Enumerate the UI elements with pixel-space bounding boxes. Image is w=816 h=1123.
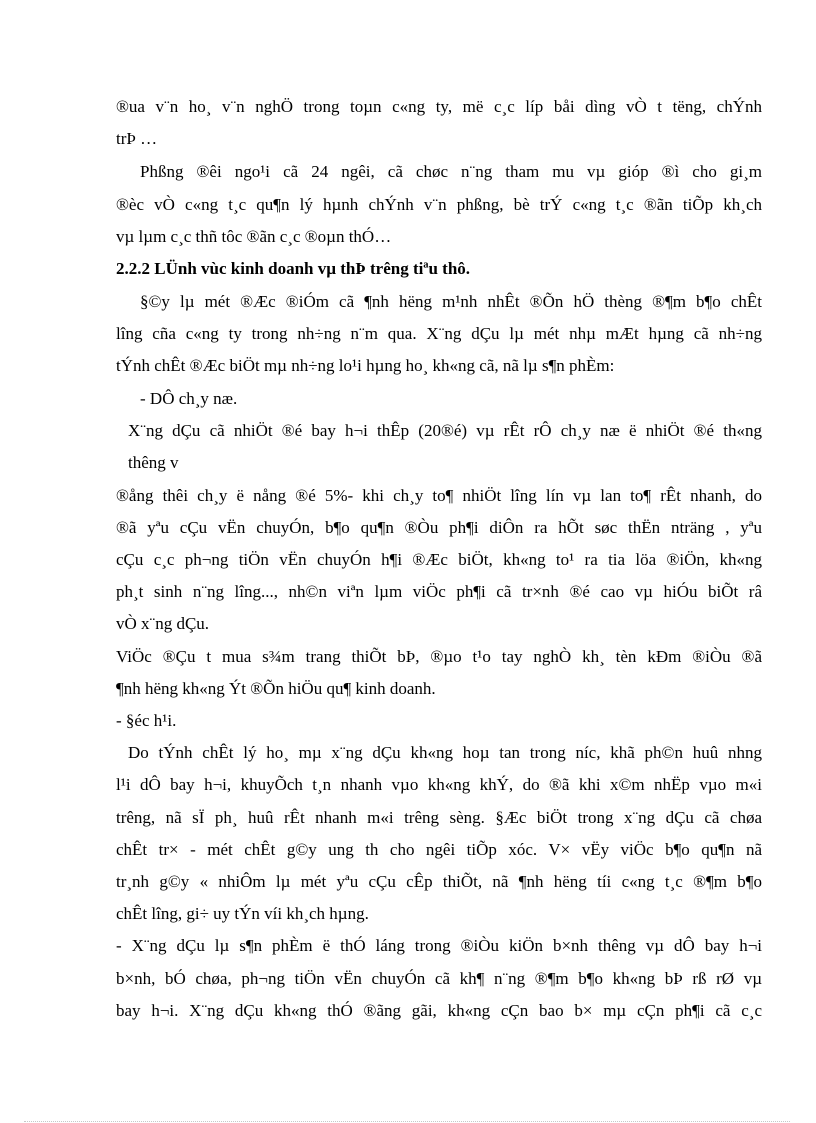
paragraph-line: ®èc vÒ c«ng t¸c qu¶n lý hµnh chÝnh v¨n phßng, bè trÝ c«ng t¸c ®ãn tiÕp kh¸ch xyxy=(116,195,762,214)
paragraph-line: trÞ … xyxy=(116,129,158,148)
paragraph-line: ®ång thêi ch¸y ë nång ®é 5%- khi ch¸y to¶ nhiÖt lîng lín vµ lan to¶ rÊt nhanh, do xyxy=(116,486,762,505)
paragraph-line: §©y lµ mét ®Æc ®iÓm cã ¶nh hëng m¹nh nhÊt ®Õn hÖ thèng ®¶m b¶o chÊt xyxy=(140,292,762,311)
paragraph-line: l¹i dÔ bay h¬i, khuyÕch t¸n nhanh vµo kh«ng khÝ, do ®ã khi x©m nhËp vµo m«i xyxy=(116,775,762,794)
page-bottom-rule xyxy=(24,1121,790,1122)
paragraph-line: tÝnh chÊt ®Æc biÖt mµ nh÷ng lo¹i hµng ho¸ kh«ng cã, nã lµ s¶n phÈm: xyxy=(116,356,615,375)
paragraph-line: trêng, nã sÏ ph¸ huû rÊt nhanh m«i trêng sèng. §Æc biÖt trong x¨ng dÇu cã chøa xyxy=(116,808,762,827)
list-item: - §éc h¹i. xyxy=(116,711,177,730)
paragraph-line: vÒ x¨ng dÇu. xyxy=(116,614,210,633)
paragraph-line: Phßng ®êi ngo¹i cã 24 ngêi, cã chøc n¨ng tham mu vµ gióp ®ì cho gi¸m xyxy=(140,162,762,181)
paragraph-line: X¨ng dÇu cã nhiÖt ®é bay h¬i thÊp (20®é) vµ rÊt rÔ ch¸y næ ë nhiÖt ®é th«ng xyxy=(128,421,762,440)
paragraph-line: chÊt lîng, gi÷ uy tÝn víi kh¸ch hµng. xyxy=(116,904,369,923)
paragraph-line: ®ã yªu cÇu vËn chuyÓn, b¶o qu¶n ®Òu ph¶i diÔn ra hÕt søc thËn nträng , yªu xyxy=(116,518,762,537)
paragraph-line: bay h¬i. X¨ng dÇu kh«ng thÓ ®ãng gãi, kh«ng cÇn bao b× mµ cÇn ph¶i cã c¸c xyxy=(116,1001,762,1020)
paragraph-line: cÇu c¸c ph¬ng tiÖn vËn chuyÓn h¶i ®Æc biÖt, kh«ng to¹ ra tia löa ®iÖn, kh«ng xyxy=(116,550,762,569)
paragraph-line: chÊt tr× - mét chÊt g©y ung th cho ngêi tiÕp xóc. V× vËy viÖc b¶o qu¶n nã xyxy=(116,840,762,859)
paragraph-line: ViÖc ®Çu t mua s¾m trang thiÕt bÞ, ®µo t¹o tay nghÒ kh¸ tèn kÐm ®iÒu ®ã xyxy=(116,647,762,666)
paragraph-line: - X¨ng dÇu lµ s¶n phÈm ë thÓ láng trong ®iÒu kiÖn b×nh thêng vµ dÔ bay h¬i xyxy=(116,936,762,955)
paragraph-line: Do tÝnh chÊt lý ho¸ mµ x¨ng dÇu kh«ng hoµ tan trong níc, khã ph©n huû nhng xyxy=(128,743,762,762)
paragraph-line: ¶nh hëng kh«ng Ýt ®Õn hiÖu qu¶ kinh doanh. xyxy=(116,679,436,698)
paragraph-line: ®ua v¨n ho¸ v¨n nghÖ trong toµn c«ng ty, më c¸c líp båi dìng vÒ t tëng, chÝnh xyxy=(116,97,762,116)
list-item: - DÔ ch¸y næ. xyxy=(140,389,238,408)
paragraph-line: vµ lµm c¸c thñ tôc ®ãn c¸c ®oµn thÓ… xyxy=(116,227,392,246)
paragraph-line: thêng v xyxy=(128,453,179,472)
paragraph-line: b×nh, bÓ chøa, ph¬ng tiÖn vËn chuyÓn cã kh¶ n¨ng ®¶m b¶o kh«ng bÞ rß rØ vµ xyxy=(116,969,762,988)
paragraph-line: tr¸nh g©y « nhiÔm lµ mét yªu cÇu cÊp thiÕt, nã ¶nh hëng tíi c«ng t¸c ®¶m b¶o xyxy=(116,872,762,891)
paragraph-line: ph¸t sinh n¨ng lîng..., nh©n viªn lµm viÖc ph¶i cã tr×nh ®é cao vµ hiÓu biÕt râ xyxy=(116,582,762,601)
section-heading: 2.2.2 LÜnh vùc kinh doanh vµ thÞ trêng tiªu thô. xyxy=(116,259,471,278)
paragraph-line: lîng cña c«ng ty trong nh÷ng n¨m qua. X¨ng dÇu lµ mét nhµ mÆt hµng cã nh÷ng xyxy=(116,324,762,343)
